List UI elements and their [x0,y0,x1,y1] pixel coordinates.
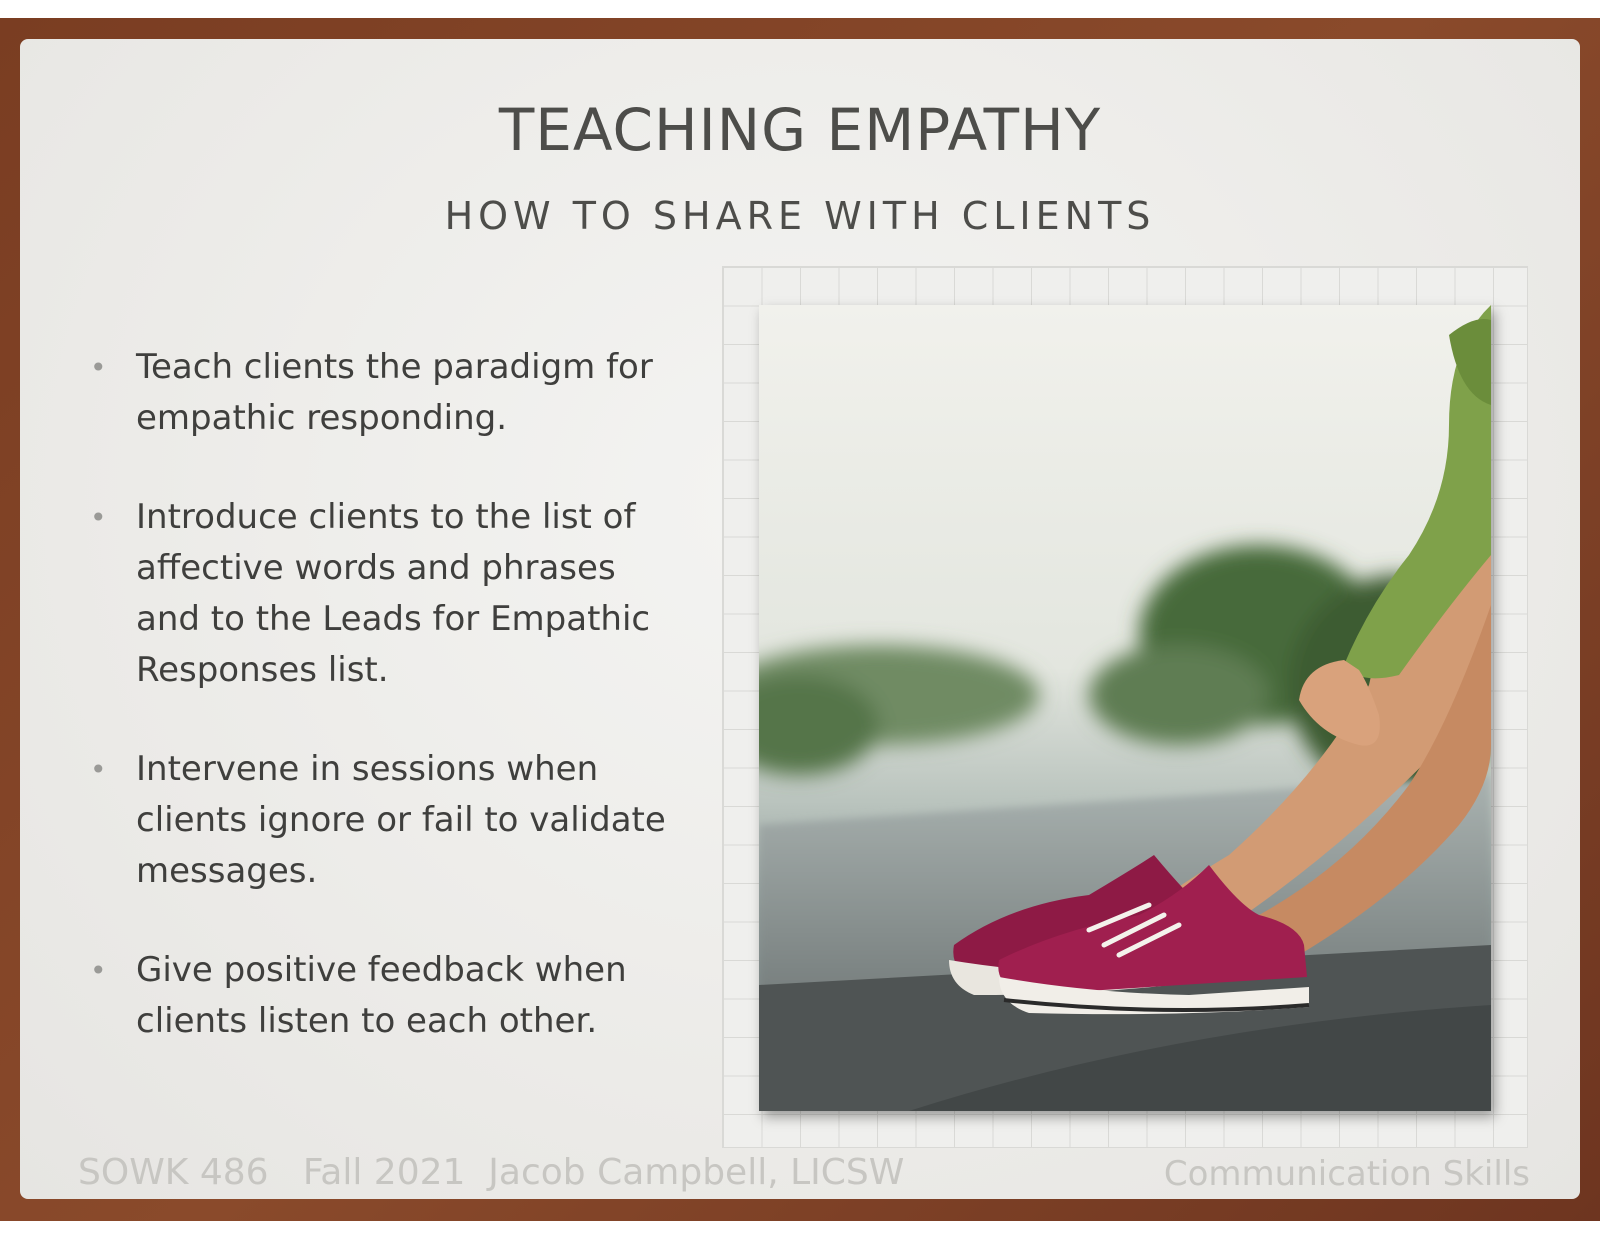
bullet-text: Teach clients the paradigm for empathic responding. [136,347,653,438]
bullet-dot-icon: • [90,351,107,384]
bullet-text: Intervene in sessions when clients ignore or fail to validate messages. [136,749,666,891]
sneakers-illustration [759,305,1491,1111]
slide-title: TEACHING EMPATHY [498,96,1102,164]
bullet-dot-icon: • [90,501,107,534]
bullet-item [84,342,684,444]
bullet-item [84,744,684,897]
sneakers-photo [759,305,1491,1111]
bullet-item [84,492,684,696]
bullet-text: Introduce clients to the list of affective words and phrases and to the Leads for Empathic Responses list. [136,497,651,690]
footer-course-info: SOWK 486 Fall 2021 Jacob Campbell, LICSW [78,1152,905,1193]
footer-topic: Communication Skills [1163,1154,1530,1194]
slide-subtitle: HOW TO SHARE WITH CLIENTS [444,194,1156,238]
bullet-dot-icon: • [90,954,107,987]
bullet-dot-icon: • [90,753,107,786]
bullet-text: Give positive feedback when clients listen to each other. [136,950,627,1041]
bullet-item [84,945,684,1047]
bullet-list [84,342,684,1095]
